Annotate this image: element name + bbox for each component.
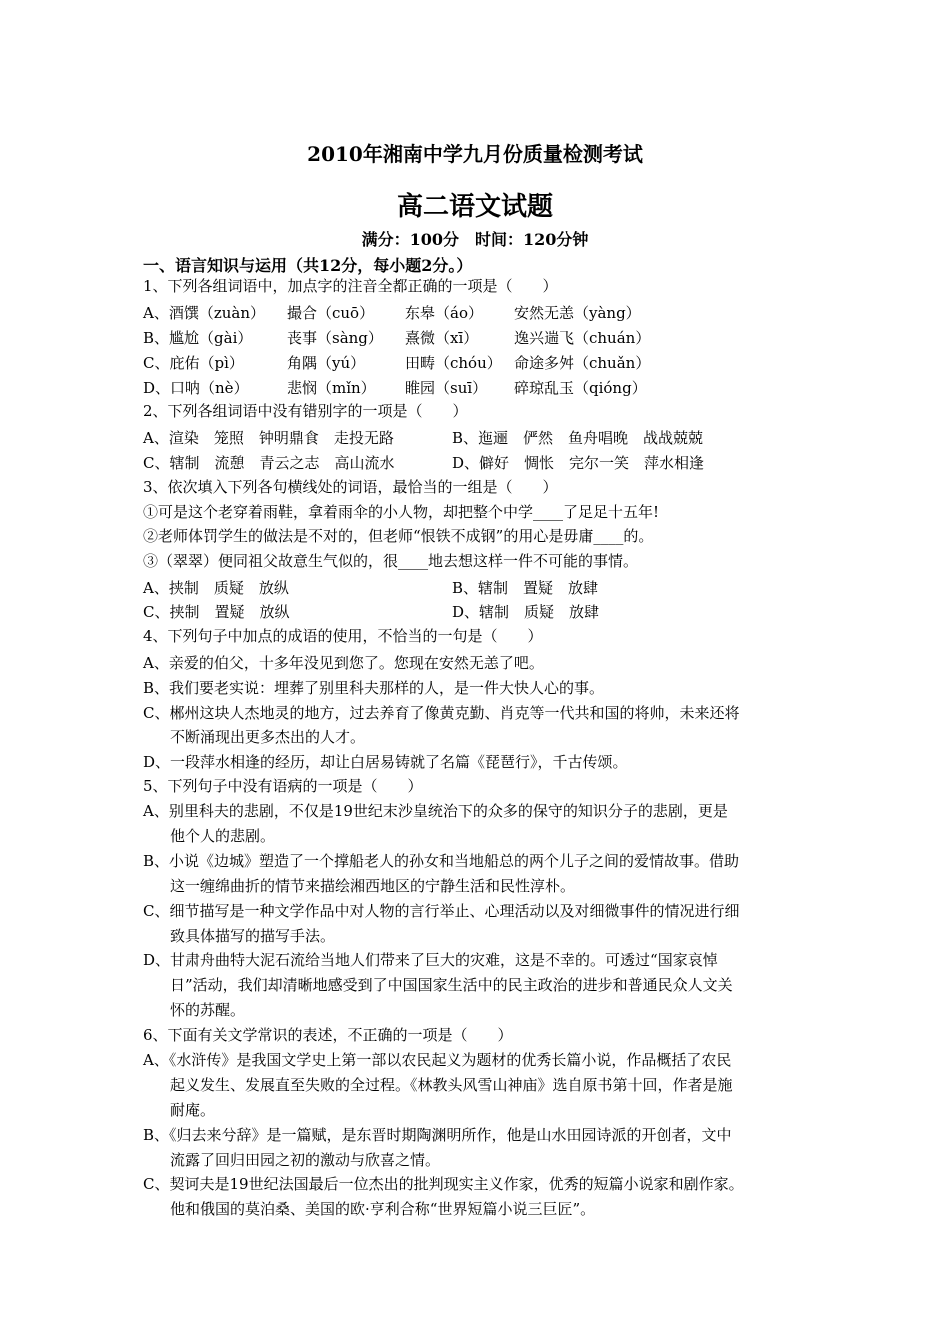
question-1-stem: 1、下列各组词语中，加点字的注音全都正确的一项是（ ）	[143, 277, 558, 295]
q1-c-4: 命途多舛（chuǎn）	[514, 354, 651, 372]
q6-a-line1: A、《水浒传》是我国文学史上第一部以农民起义为题材的优秀长篇小说，作品概括了农民	[143, 1051, 732, 1069]
q3-sentence-1: ①可是这个老穿着雨鞋，拿着雨伞的小人物，却把整个中学____了足足十五年!	[143, 503, 660, 521]
question-2-stem: 2、下列各组词语中没有错别字的一项是（ ）	[143, 402, 468, 420]
q1-d-2: 悲悯（mǐn）	[287, 379, 376, 397]
q5-a-line1: A、别里科夫的悲剧，不仅是19世纪末沙皇统治下的众多的保守的知识分子的悲剧，更是	[143, 802, 728, 820]
q3-d: D、辖制 质疑 放肆	[452, 603, 600, 621]
q3-sentence-3: ③（翠翠）便同祖父故意生气似的，很____地去想这样一件不可能的事情。	[143, 552, 639, 570]
question-3-stem: 3、依次填入下列各句横线处的词语，最恰当的一组是（ ）	[143, 478, 558, 496]
q4-c-line2: 不断涌现出更多杰出的人才。	[170, 728, 366, 746]
q3-sentence-2: ②老师体罚学生的做法是不对的，但老师“恨铁不成钢”的用心是毋庸____的。	[143, 527, 654, 545]
q1-a-3: 东皋（áo）	[405, 304, 483, 322]
paper-title: 高二语文试题	[396, 192, 553, 222]
q4-b: B、我们要老实说：埋葬了别里科夫那样的人，是一件大快人心的事。	[143, 679, 605, 697]
q5-d-line2: 日”活动，我们却清晰地感受到了中国国家生活中的民主政治的进步和普通民众人文关	[170, 976, 733, 994]
q1-d-3: 睢园（suī）	[405, 379, 488, 397]
q4-a: A、亲爱的伯父，十多年没见到您了。您现在安然无恙了吧。	[143, 654, 544, 672]
q1-b-4: 逸兴遄飞（chuán）	[514, 329, 651, 347]
q1-a-4: 安然无恙（yàng）	[514, 304, 641, 322]
q5-a-line2: 他个人的悲剧。	[170, 827, 276, 845]
q5-c-line1: C、细节描写是一种文学作品中对人物的言行举止、心理活动以及对细微事件的情况进行细	[143, 902, 740, 920]
q1-c-1: C、庇佑（pì）	[143, 354, 244, 372]
q1-a-2: 撮合（cuō）	[287, 304, 375, 322]
q5-d-line3: 怀的苏醒。	[170, 1001, 246, 1019]
q5-c-line2: 致具体描写的描写手法。	[170, 927, 336, 945]
q2-b: B、迤逦 俨然 鱼舟唱晚 战战兢兢	[452, 429, 704, 447]
section-title: 一、语言知识与运用（共12分，每小题2分。）	[143, 256, 473, 275]
q5-d-line1: D、甘肃舟曲特大泥石流给当地人们带来了巨大的灾难，这是不幸的。可透过“国家哀悼	[143, 951, 718, 969]
q2-c: C、辖制 流憩 青云之志 高山流水	[143, 454, 395, 472]
q4-c-line1: C、郴州这块人杰地灵的地方，过去养育了像黄克勤、肖克等一代共和国的将帅，未来还将	[143, 704, 740, 722]
q2-a: A、渲染 笼照 钟明鼎食 走投无路	[143, 429, 394, 447]
q1-d-4: 碎琼乱玉（qióng）	[514, 379, 647, 397]
q1-c-3: 田畴（chóu）	[405, 354, 502, 372]
q1-c-2: 角隅（yú）	[287, 354, 366, 372]
q5-b-line2: 这一缠绵曲折的情节来描绘湘西地区的宁静生活和民性淳朴。	[170, 877, 576, 895]
question-6-stem: 6、下面有关文学常识的表述，不正确的一项是（ ）	[143, 1026, 513, 1044]
question-5-stem: 5、下列句子中没有语病的一项是（ ）	[143, 777, 423, 795]
q3-c: C、挟制 置疑 放纵	[143, 603, 290, 621]
q1-d-1: D、口呐（nè）	[143, 379, 249, 397]
q3-a: A、挟制 质疑 放纵	[143, 579, 289, 597]
q1-b-2: 丧事（sàng）	[287, 329, 383, 347]
q6-a-line3: 耐庵。	[170, 1101, 216, 1119]
q6-b-line2: 流露了回归田园之初的激动与欣喜之情。	[170, 1151, 441, 1169]
q1-b-1: B、尴尬（gài）	[143, 329, 253, 347]
q6-b-line1: B、《归去来兮辞》是一篇赋，是东晋时期陶渊明所作，他是山水田园诗派的开创者，文中	[143, 1126, 732, 1144]
question-4-stem: 4、下列句子中加点的成语的使用，不恰当的一句是（ ）	[143, 627, 543, 645]
score-time: 满分：100分 时间：120分钟	[361, 230, 589, 249]
q6-c-line2: 他和俄国的莫泊桑、美国的欧·亨利合称“世界短篇小说三巨匠”。	[170, 1200, 596, 1218]
q6-a-line2: 起义发生、发展直至失败的全过程。《林教头风雪山神庙》选自原书第十回，作者是施	[170, 1076, 733, 1094]
q1-b-3: 熹微（xī）	[405, 329, 479, 347]
q4-d: D、一段萍水相逢的经历，却让白居易铸就了名篇《琵琶行》，千古传颂。	[143, 753, 628, 771]
exam-title: 2010年湘南中学九月份质量检测考试	[307, 142, 643, 166]
q2-d: D、僻好 惆怅 完尔一笑 萍水相逢	[452, 454, 705, 472]
q5-b-line1: B、小说《边城》塑造了一个撑船老人的孙女和当地船总的两个儿子之间的爱情故事。借助	[143, 852, 740, 870]
q6-c-line1: C、契诃夫是19世纪法国最后一位杰出的批判现实主义作家，优秀的短篇小说家和剧作家。	[143, 1175, 744, 1193]
q3-b: B、辖制 置疑 放肆	[452, 579, 599, 597]
q1-a-1: A、酒馔（zuàn）	[143, 304, 266, 322]
